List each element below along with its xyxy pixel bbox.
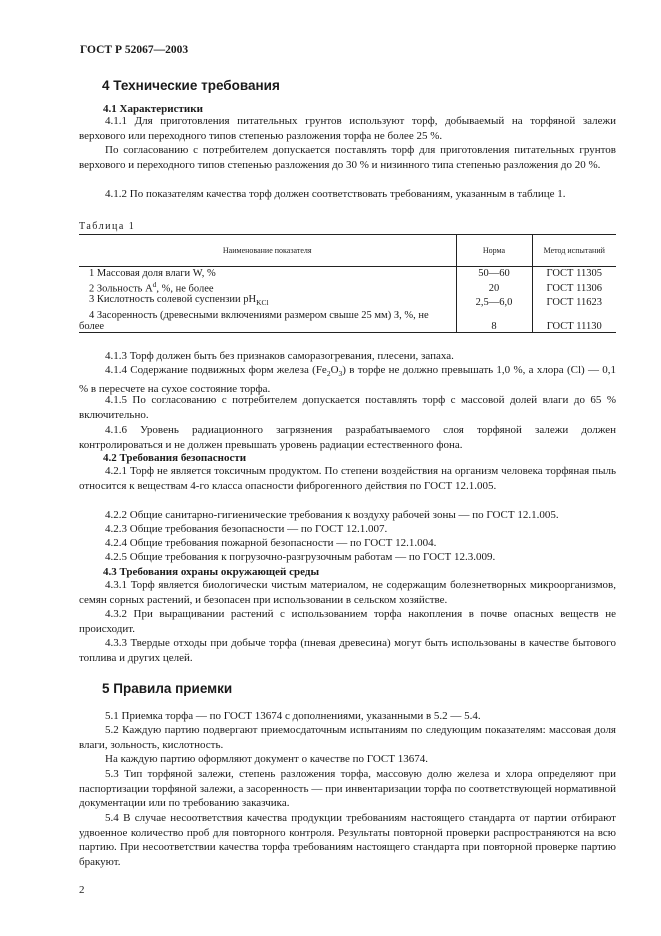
- section-4-title: 4 Технические требования: [102, 78, 280, 93]
- paragraph-4-2-1: 4.2.1 Торф не является токсичным продуктом. По степени воздействия на организм человека торфяная пыль относится к веществам 4-го класса опасности фиброгенного действия по ГОСТ 12.1.005.: [79, 465, 616, 492]
- row-1-method: ГОСТ 11305: [532, 267, 616, 280]
- subsection-4-3-title: 4.3 Требования охраны окружающей среды: [103, 566, 320, 578]
- row-4-name: 4 Засоренность (древесными включениями размером свыше 25 мм) З, %, не более: [79, 309, 456, 333]
- table-row: [79, 295, 616, 309]
- table-row: [79, 280, 616, 295]
- paragraph-5-2: 5.2 Каждую партию подвергают приемосдаточным испытаниям по следующим показателям: массовая доля влаги, зольность, кислотность.: [79, 724, 616, 751]
- page-number: 2: [79, 884, 85, 896]
- row-2-norm: 20: [456, 280, 532, 295]
- paragraph-5-4: 5.4 В случае несоответствия качества продукции требованиям настоящего стандарта от партии отбирают удвоенное количество проб для повторного контроля. Результаты повторной проверки распространяются на всю партию. При несоответствии качества торфа требованиям настоящего стандарта при повторной проверке партию бракуют.: [79, 812, 616, 868]
- table-1: [79, 234, 616, 333]
- table-row: [79, 309, 616, 333]
- paragraph-5-3: 5.3 Тип торфяной залежи, степень разложения торфа, массовую долю железа и хлора определяют при паспортизации торфяной залежи, а засоренность — при инвентаризации торфа по соответствующей нормативной документации или по требованию заказчика.: [79, 768, 616, 810]
- row-4-norm: 8: [456, 309, 532, 333]
- row-1-name: 1 Массовая доля влаги W, %: [89, 268, 216, 279]
- paragraph-4-1-4: 4.1.4 Содержание подвижных форм железа $(Fe_2O_3)$ в торфе не должно превышать 1,0 %, а хлора (Cl) — 0,1 % в пересчете на сухое состояние торфа.: [79, 364, 617, 395]
- section-5-title: 5 Правила приемки: [102, 681, 233, 696]
- subsection-4-1-title: 4.1 Характеристики: [103, 103, 203, 115]
- document-header: ГОСТ Р 52067—2003: [80, 44, 189, 56]
- row-3-method: ГОСТ 11623: [532, 295, 616, 309]
- paragraph-5-2-b: На каждую партию оформляют документ о качестве по ГОСТ 13674.: [105, 753, 428, 765]
- table-header-norm: Норма: [456, 235, 532, 267]
- row-2-method: ГОСТ 11306: [532, 280, 616, 295]
- paragraph-4-1-6: 4.1.6 Уровень радиационного загрязнения разрабатываемого слоя торфяной залежи должен контролироваться и не должен превышать уровень радиации естественного фона.: [79, 424, 616, 451]
- paragraph-4-3-1: 4.3.1 Торф является биологически чистым материалом, не содержащим болезнетворных микроорганизмов, семян сорных растений, и безопасен при использовании в сельском хозяйстве.: [79, 579, 616, 606]
- paragraph-4-2-4: 4.2.4 Общие требования пожарной безопасности — по ГОСТ 12.1.004.: [105, 537, 437, 549]
- table-header-method: Метод испытаний: [532, 235, 616, 267]
- row-2-name: 2 Зольность $A^d$, %, не более: [89, 279, 214, 294]
- paragraph-4-2-2: 4.2.2 Общие санитарно-гигиенические требования к воздуху рабочей зоны — по ГОСТ 12.1.005.: [105, 509, 559, 521]
- paragraph-4-1-5: 4.1.5 По согласованию с потребителем допускается поставлять торф с массовой долей влаги до 65 % включительно.: [79, 394, 616, 421]
- table-caption: Таблица 1: [79, 221, 136, 232]
- paragraph-4-3-3: 4.3.3 Твердые отходы при добыче торфа (пневая древесина) могут быть использованы в качестве бытового топлива и других целей.: [79, 637, 616, 664]
- paragraph-4-2-3: 4.2.3 Общие требования безопасности — по ГОСТ 12.1.007.: [105, 523, 388, 535]
- paragraph-4-3-2: 4.3.2 При выращивании растений с использованием торфа накопления в почве опасных веществ не происходит.: [79, 608, 616, 635]
- paragraph-4-1-2: 4.1.2 По показателям качества торф должен соответствовать требованиям, указанным в таблице 1.: [105, 188, 566, 200]
- paragraph-4-2-5: 4.2.5 Общие требования к погрузочно-разгрузочным работам — по ГОСТ 12.3.009.: [105, 551, 496, 563]
- paragraph-4-1-3: 4.1.3 Торф должен быть без признаков саморазогревания, плесени, запаха.: [105, 350, 454, 362]
- row-3-norm: 2,5—6,0: [456, 295, 532, 309]
- table-row: [79, 267, 616, 280]
- row-4-method: ГОСТ 11130: [532, 309, 616, 333]
- row-1-norm: 50—60: [456, 267, 532, 280]
- paragraph-4-1-1: 4.1.1 Для приготовления питательных грунтов используют торф, добываемый на торфяной залежи верхового или переходного типов степенью разложения торфа не более 25 %.: [79, 115, 616, 142]
- paragraph-4-1-1-b: По согласованию с потребителем допускается поставлять торф для приготовления питательных грунтов верхового и переходного типов степенью разложения до 30 % и низинного типа степенью разложения до 20 %.: [79, 144, 616, 171]
- paragraph-5-1: 5.1 Приемка торфа — по ГОСТ 13674 с дополнениями, указанными в 5.2 — 5.4.: [105, 710, 481, 722]
- subsection-4-2-title: 4.2 Требования безопасности: [103, 452, 247, 464]
- row-3-name: 3 Кислотность солевой суспензии $pH_{KCl}$: [89, 293, 269, 307]
- table-header-name: Наименование показателя: [79, 235, 456, 267]
